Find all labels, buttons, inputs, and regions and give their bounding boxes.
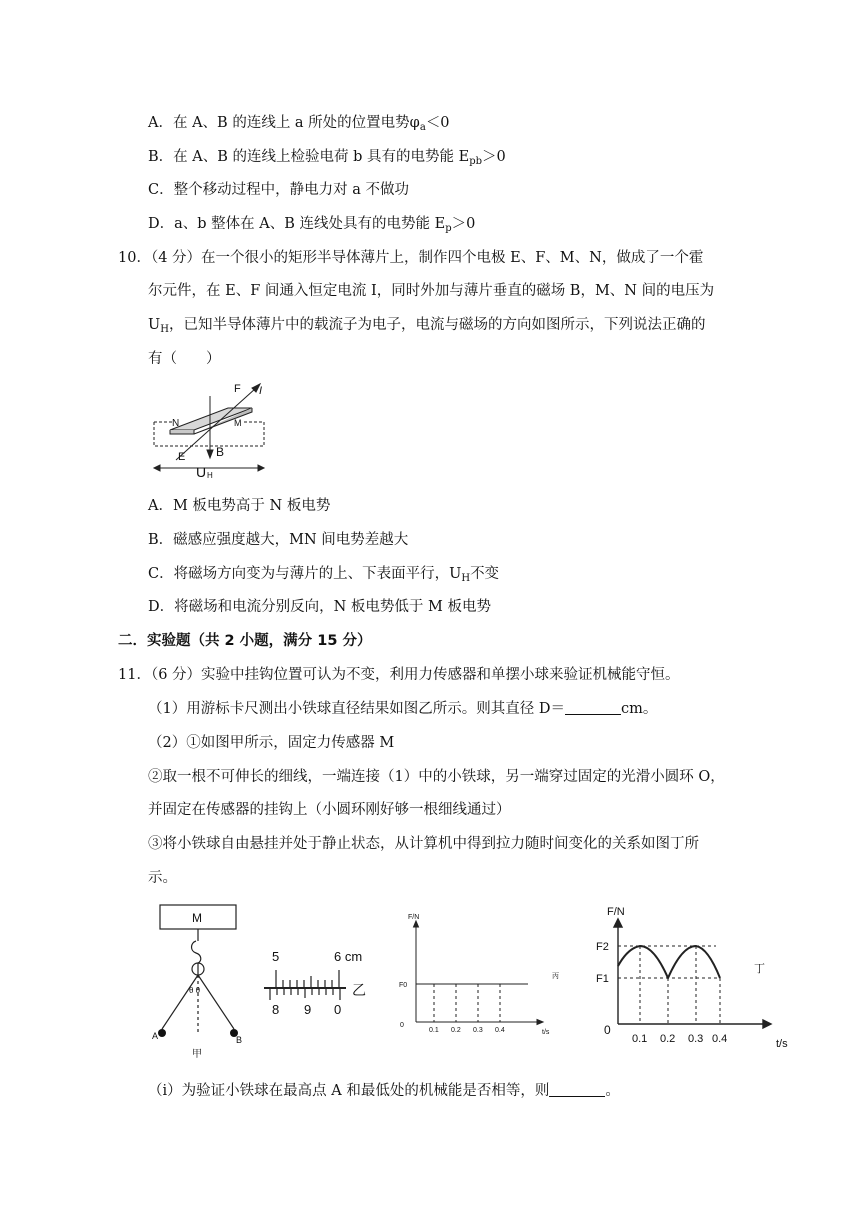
q10-line-2: 尔元件，在 E、F 间通入恒定电流 I，同时外加与薄片垂直的磁场 B，M、N 间的电压为 xyxy=(148,283,715,299)
hall-element-figure xyxy=(148,380,270,478)
label-b: B xyxy=(216,445,225,459)
q11-line-2 xyxy=(148,699,657,719)
bing-tick-label: 0.4 xyxy=(495,1027,505,1034)
figure-label-yi: 乙 xyxy=(352,982,366,998)
angle-label: θ θ xyxy=(189,986,201,995)
ding-tick-label: 0.4 xyxy=(712,1033,728,1045)
q11-line-2-text: （1）用游标卡尺测出小铁球直径结果如图乙所示。则其直径 D＝ xyxy=(148,701,565,717)
q9-option-d-text: D．a、b 整体在 A、B 连线处具有的电势能 E xyxy=(148,216,446,232)
figure-bing-graph xyxy=(396,908,572,1036)
q10-option-c xyxy=(148,564,499,589)
label-m: M xyxy=(234,418,242,428)
bing-f0-label: F0 xyxy=(399,982,408,989)
q11-line-2-unit: cm。 xyxy=(620,701,658,717)
caliper-vernier-8: 8 xyxy=(272,1002,280,1017)
caliper-vernier-0: 0 xyxy=(334,1002,342,1017)
label-e: E xyxy=(178,451,186,463)
q9-option-b-text: B．在 A、B 的连线上检验电荷 b 具有的电势能 E xyxy=(148,149,470,165)
q10-option-c-text: C．将磁场方向变为与薄片的上、下表面平行，U xyxy=(148,566,462,582)
caliper-main-6cm: 6 cm xyxy=(334,949,363,964)
q11-line-7: 示。 xyxy=(148,870,177,886)
q10-option-c-end: 不变 xyxy=(470,566,500,582)
figure-label-jia: 甲 xyxy=(192,1049,202,1060)
bing-tick-label: 0.2 xyxy=(451,1027,461,1034)
q11-line-8-end: 。 xyxy=(605,1083,620,1099)
ding-f1-label: F1 xyxy=(596,973,609,985)
caliper-vernier-9: 9 xyxy=(304,1002,312,1017)
ding-tick-label: 0.3 xyxy=(688,1033,704,1045)
q9-option-a xyxy=(148,113,450,138)
ding-f2-label: F2 xyxy=(596,941,609,953)
answer-blank-energy[interactable] xyxy=(549,1082,605,1097)
q9-option-d-end: ＞0 xyxy=(451,216,476,232)
q10-option-b: B．磁感应强度越大，MN 间电势差越大 xyxy=(148,532,409,548)
ding-force-curve xyxy=(618,946,720,978)
q10-line-3-text: ，已知半导体薄片中的载流子为电子，电流与磁场的方向如图所示，下列说法正确的 xyxy=(168,317,706,333)
ding-x-label: t/s xyxy=(776,1038,788,1050)
section-heading: 二．实验题（共 2 小题，满分 15 分） xyxy=(118,633,372,649)
q11-line-3: （2）①如图甲所示，固定力传感器 M xyxy=(148,735,395,751)
figure-yi-caliper xyxy=(262,948,372,1018)
figure-jia-pendulum xyxy=(150,903,250,1063)
figure-ding-graph xyxy=(596,896,806,1056)
q10-option-a: A．M 板电势高于 N 板电势 xyxy=(148,498,331,514)
ding-tick-label: 0.1 xyxy=(632,1033,648,1045)
q10-line-3 xyxy=(148,315,705,340)
q10-line-4: 有（ ） xyxy=(148,351,221,367)
label-u: U xyxy=(196,464,207,478)
bing-x-label: t/s xyxy=(542,1029,550,1036)
string-right xyxy=(198,975,234,1029)
string-left xyxy=(162,975,198,1029)
q11-line-5: 并固定在传感器的挂钩上（小圆环刚好够一根细线通过） xyxy=(148,802,511,818)
q11-line-1: 11．（6 分）实验中挂钩位置可认为不变，利用力传感器和单摆小球来验证机械能守恒。 xyxy=(118,667,680,683)
q11-line-6: ③将小铁球自由悬挂并处于静止状态，从计算机中得到拉力随时间变化的关系如图丁所 xyxy=(148,836,699,852)
q9-option-b-sub: pb xyxy=(469,156,483,167)
bing-tick-label: 0.3 xyxy=(473,1027,483,1034)
q10-option-c-sub: H xyxy=(461,573,471,584)
point-label-a: A xyxy=(152,1031,159,1041)
q11-line-8-text: （i）为验证小铁球在最高点 A 和最低处的机械能是否相等，则 xyxy=(148,1083,550,1099)
q9-option-a-text: A．在 A、B 的连线上 a 所处的位置电势φ xyxy=(148,115,420,131)
bing-y-label: F/N xyxy=(408,914,420,921)
label-h: H xyxy=(207,471,213,478)
ball-a xyxy=(158,1029,166,1037)
caliper-main-5: 5 xyxy=(272,949,280,964)
ding-tick-label: 0.2 xyxy=(660,1033,676,1045)
q9-option-b xyxy=(148,147,506,172)
q9-option-d-sub: p xyxy=(445,223,452,234)
bing-tick-label: 0.1 xyxy=(429,1027,439,1034)
q10-line-1: 10．（4 分）在一个很小的矩形半导体薄片上，制作四个电极 E、F、M、N，做成了一个霍 xyxy=(118,250,704,266)
bing-origin-label: 0 xyxy=(400,1022,404,1029)
q9-option-a-end: ＜0 xyxy=(425,115,450,131)
ding-origin-label: 0 xyxy=(604,1023,611,1037)
label-n: N xyxy=(172,418,180,429)
q9-option-a-sub: a xyxy=(419,122,426,133)
sensor-hook xyxy=(192,941,201,963)
q11-line-4: ②取一根不可伸长的细线，一端连接（1）中的小铁球，另一端穿过固定的光滑小圆环 O， xyxy=(148,769,725,785)
q9-option-b-end: ＞0 xyxy=(482,149,506,165)
ding-y-label: F/N xyxy=(607,906,625,918)
caliper-scale xyxy=(264,970,346,1000)
label-f: F xyxy=(234,383,241,395)
point-label-b: B xyxy=(236,1035,243,1045)
sensor-label-m: M xyxy=(192,911,202,925)
figure-label-bing: 丙 xyxy=(552,973,559,980)
q10-option-d: D．将磁场和电流分别反向，N 板电势低于 M 板电势 xyxy=(148,599,491,615)
q9-option-d xyxy=(148,214,475,239)
figure-label-ding: 丁 xyxy=(754,963,765,975)
q11-line-8 xyxy=(148,1081,620,1101)
q9-option-c: C．整个移动过程中，静电力对 a 不做功 xyxy=(148,182,409,198)
q10-line-3-sub: H xyxy=(160,324,169,335)
q10-line-3-u: U xyxy=(148,317,161,333)
label-i: I xyxy=(259,385,263,397)
answer-blank-diameter[interactable] xyxy=(565,700,621,715)
